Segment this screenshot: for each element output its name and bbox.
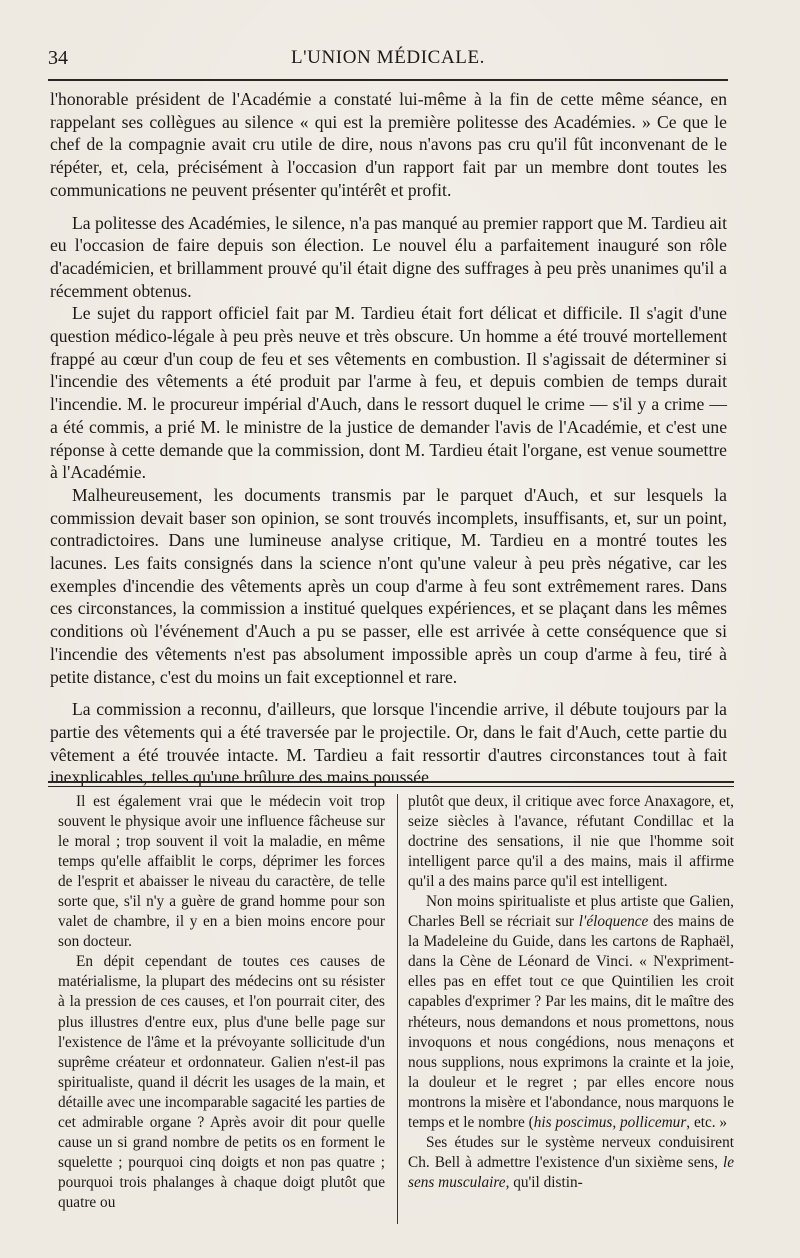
column-divider [397, 794, 398, 1224]
italic-text: his poscimus, pollicemur [533, 1113, 687, 1131]
text-run: Ses études sur le système nerveux conduisirent Ch. Bell à admettre l'existence d'un sixième sens, [408, 1133, 734, 1171]
text-run: Non moins spiritualiste et plus artiste que Galien, Charles Bell se récriait sur [408, 893, 734, 931]
main-paragraph-3: Le sujet du rapport officiel fait par M. Tardieu était fort délicat et difficile. Il s'agit d'une question médico-légale à peu près neuve et très obscure. Un homme a été trouvé mortellement frappé au cœur d'un coup de feu et ses vêtements en combustion. Il s'agissait de déterminer si l'incendie des vêtements a été produit par l'arme à feu, et depuis combien de temps durait l'incendie. M. le procureur impérial d'Auch, dans le ressort duquel le crime — s'il y a crime — a été commis, a prié M. le ministre de la justice de demander l'avis de l'Académie, et c'est une réponse à cette demande que la commission, dont M. Tardieu était l'organe, est venue soumettre à l'Académie. [50, 303, 727, 483]
main-paragraph-5: La commission a reconnu, d'ailleurs, que lorsque l'incendie arrive, il débute toujours par la partie des vêtements qui a été traversée par le projectile. Or, dans le fait d'Auch, cette partie du vêtement a été trouvée intacte. M. Tardieu a fait ressortir d'autres circonstances tout à fait inexplicables, telles qu'une brûlure des mains poussée [50, 699, 727, 788]
main-article [50, 88, 727, 789]
page-number: 34 [48, 47, 68, 69]
text-run: qu'il distin- [509, 1173, 583, 1191]
feuilleton-separator [48, 781, 734, 787]
page-header [48, 47, 728, 75]
main-paragraph-4: Malheureusement, les documents transmis par le parquet d'Auch, et sur lesquels la commission devait baser son opinion, se sont trouvés incomplets, insuffisants, et, sur un point, contradictoires. Dans une lumineuse analyse critique, M. Tardieu en a montré toutes les lacunes. Les faits consignés dans la science n'ont qu'une valeur à peu près négative, car les exemples d'incendie des vêtements après un coup d'arme à feu sont extrêmement rares. Dans ces circonstances, la commission a institué quelques expériences, et se plaçant dans les mêmes conditions où l'événement d'Auch a pu se passer, elle est arrivée à cette conséquence que si l'incendie des vêtements n'est pas absolument impossible après un coup d'arme à feu, tiré à petite distance, c'est du moins un fait exceptionnel et rare. [50, 484, 727, 687]
main-paragraph-1: l'honorable président de l'Académie a constaté lui-même à la fin de cette même séance, en rappelant ses collègues au silence « qui est la première politesse des Académies. » Ce que le chef de la compagnie avait cru utile de dire, nous n'avons pas cru qu'il fût inconvenant de le répéter, et, cela, précisément à l'occasion d'un rapport fait par un membre dont toutes les communications ne peuvent présenter qu'intérêt et profit. [50, 89, 727, 200]
feuilleton-right-paragraph-3 [408, 1133, 734, 1193]
feuilleton-right-paragraph-2 [408, 892, 734, 1133]
feuilleton-left-paragraph-2: En dépit cependant de toutes ces causes de matérialisme, la plupart des médecins ont su résister à la pression de ces causes, et l'on pourrait citer, des plus illustres d'entre eux, plus d'une belle page sur l'existence de l'âme et la prévoyante sollicitude d'un suprême créateur et ordonnateur. Galien n'est-il pas spiritualiste, quand il décrit les usages de la main, et détaille avec une incomparable sagacité les parties de cet admirable organe ? Après avoir dit pour quelle cause un si grand nombre de petits os en forment le squelette ; pourquoi cinq doigts et non pas quatre ; pourquoi trois phalanges à chaque doigt plutôt que quatre ou [58, 953, 385, 1211]
feuilleton [58, 792, 738, 1232]
running-title: L'UNION MÉDICALE. [290, 47, 486, 68]
text-run: des mains de la Madeleine du Guide, dans les cartons de Raphaël, dans la Cène de Léonard de Vinci. « N'expriment-elles pas en effet tout ce que Quintilien les croit capables d'exprimer ? Par les mains, dit le maître des rhéteurs, nous demandons et nous promettons, nous invoquons et nous congédions, nous menaçons et nous supplions, nous exprimons la crainte et la joie, la douleur et le regret ; par elles encore nous montrons la misère et l'abondance, nous marquons le temps et le nombre ( [408, 913, 734, 1131]
feuilleton-left-paragraph-1: Il est également vrai que le médecin voit trop souvent le physique avoir une influence fâcheuse sur le moral ; trop souvent il voit la maladie, en même temps qu'elle affaiblit le corps, déprimer les forces de l'esprit et abaisser le niveau du caractère, de telle sorte que, s'il n'y a guère de grand homme pour son valet de chambre, il y en a bien moins encore pour son docteur. [58, 793, 385, 951]
feuilleton-right-paragraph-1: plutôt que deux, il critique avec force Anaxagore, et, seize siècles à l'avance, réfutant Condillac et la doctrine des sensations, il nie que l'homme soit intelligent parce qu'il a des mains, mais il affirme qu'il a des mains parce qu'il est intelligent. [408, 793, 734, 891]
italic-text: l'éloquence [578, 913, 649, 931]
text-run: , etc. » [686, 1113, 728, 1131]
main-paragraph-2: La politesse des Académies, le silence, n'a pas manqué au premier rapport que M. Tardieu ait eu l'occasion de faire depuis son élection. Le nouvel élu a parfaitement inauguré son rôle d'académicien, et brillamment prouvé qu'il était digne des suffrages à peu près unanimes qu'il a récemment obtenus. [50, 212, 727, 301]
header-rule [48, 79, 728, 81]
italic-text: le sens musculaire, [408, 1153, 734, 1191]
feuilleton-left-column [58, 792, 385, 1213]
feuilleton-right-column [408, 792, 734, 1193]
